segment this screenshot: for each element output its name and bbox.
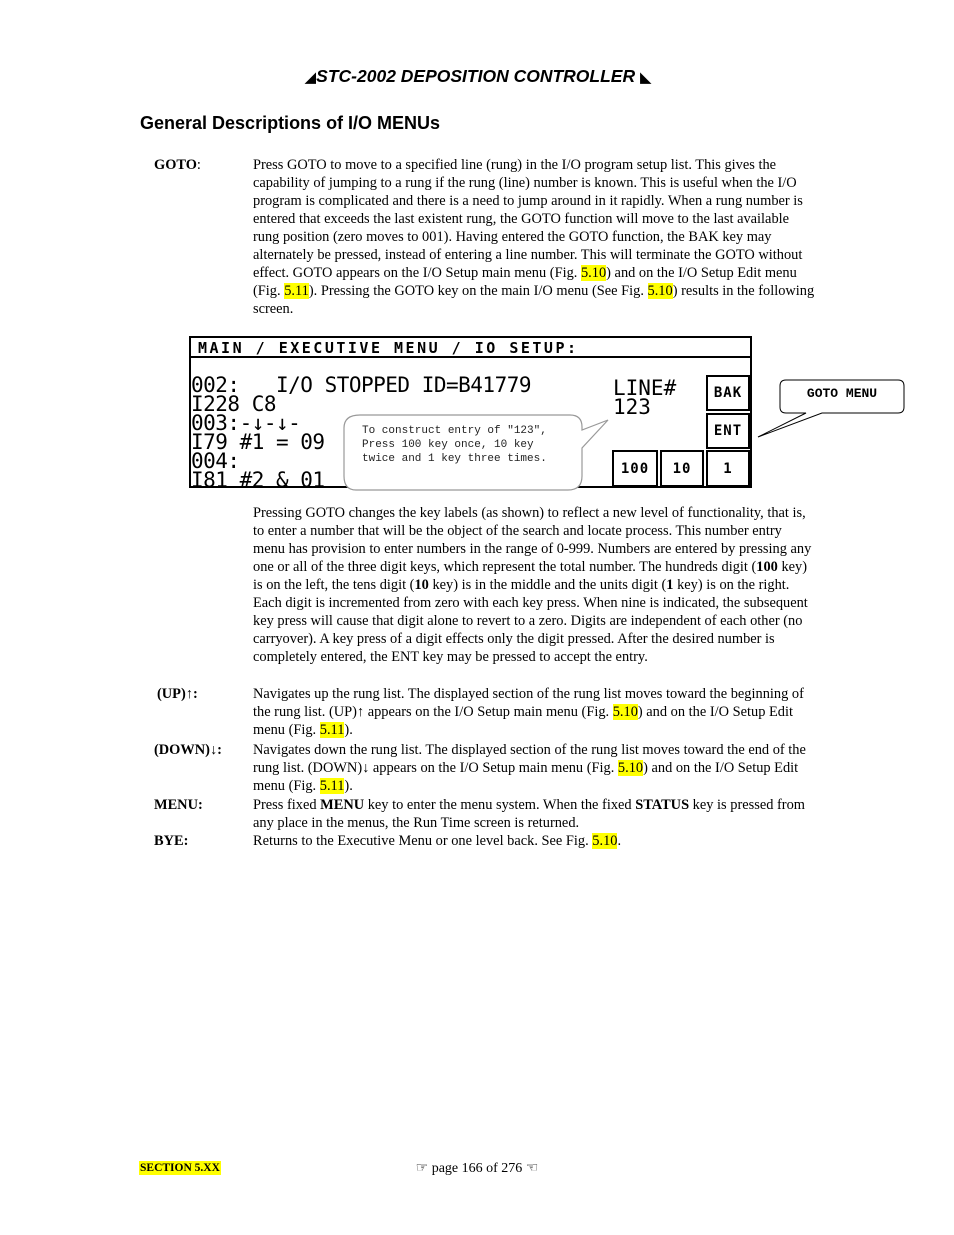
goto-menu-label: GOTO MENU <box>806 386 878 401</box>
section-heading: General Descriptions of I/O MENUs <box>140 113 441 133</box>
fig-ref-link[interactable]: 5.10 <box>592 833 618 849</box>
lcd-line-3: 003:-↓-↓- <box>191 411 301 435</box>
lcd-line-1: 002: I/O STOPPED ID=B41779 <box>191 373 532 397</box>
menu-term: MENU: <box>154 797 203 813</box>
lcd-title-bar: MAIN / EXECUTIVE MENU / IO SETUP: <box>191 338 750 358</box>
footer-page-number: ☞ page 166 of 276 ☜ <box>415 1161 539 1176</box>
up-term: (UP)↑: <box>157 686 198 702</box>
fig-ref-link[interactable]: 5.11 <box>319 722 345 738</box>
menu-description: Press fixed MENU key to enter the menu system. When the fixed STATUS key is pressed from any place in the menus, the Run Time screen is returned. <box>253 797 805 831</box>
header-title: STC-2002 DEPOSITION CONTROLLER <box>316 66 636 86</box>
down-description: Navigates down the rung list. The displayed section of the rung list moves toward the end of the rung list. (DOWN)↓ appears on the I/O Setup main menu (Fig. 5.10) and on the I/O Setup Edit menu (Fig. 5.11). <box>253 742 806 794</box>
bye-description: Returns to the Executive Menu or one level back. See Fig. 5.10. <box>253 833 622 849</box>
header-deco-left-icon: ◢ <box>304 69 317 86</box>
bak-key[interactable]: BAK <box>706 375 750 411</box>
key-100[interactable]: 100 <box>612 450 658 487</box>
header-deco-right-icon: ◣ <box>639 69 650 86</box>
fig-ref-link[interactable]: 5.10 <box>647 283 673 299</box>
fig-ref-link[interactable]: 5.11 <box>319 778 345 794</box>
footer-section-label: SECTION 5.XX <box>140 1162 220 1174</box>
lcd-line-value: 123 <box>613 395 651 419</box>
lcd-line-6: I81 #2 & 01 <box>191 468 325 488</box>
callout-instructions-text: To construct entry of "123", Press 100 key once, 10 key twice and 1 key three times. <box>362 425 547 465</box>
fig-ref-link[interactable]: 5.10 <box>617 760 644 776</box>
goto-term: GOTO: <box>154 157 201 173</box>
key-1[interactable]: 1 <box>706 450 750 487</box>
lcd-line-2: I228 C8 <box>191 392 277 416</box>
lcd-line-5: 004: <box>191 449 240 473</box>
fig-ref-link[interactable]: 5.11 <box>284 283 309 299</box>
pointing-right-hand-icon: ☞ <box>415 1161 429 1176</box>
goto-description: Press GOTO to move to a specified line (rung) in the I/O program setup list. This gives the capability of jumping to a rung if the rung (line) number is known. This is useful when the I/O program is complicated and there is a need to jump around in it rapidly. When a rung number is entered that exceeds the last existent rung, the GOTO function will move to the last available rung position (zero moves to 001). Having entered the GOTO function, the BAK key may alternately be pressed, instead of entering a line number. This will terminate the GOTO without effect. GOTO appears on the I/O Setup main menu (Fig. 5.10) and on the I/O Setup Edit menu (Fig. 5.11). Pressing the GOTO key on the main I/O menu (See Fig. 5.10) results in the following screen. <box>253 157 815 317</box>
lcd-line-4: I79 #1 = 09 <box>191 430 325 454</box>
down-term: (DOWN)↓: <box>154 742 222 758</box>
goto-entry-description: Pressing GOTO changes the key labels (as shown) to reflect a new level of functionality, that is, to enter a number that will be the object of the search and locate process. This number entry menu has provision to enter numbers in the range of 0-999. Numbers are entered by pressing any one or all of the three digit keys, which represent the total number. The hundreds digit (100 key) is on the left, the tens digit (10 key) is in the middle and the units digit (1 key) is on the right. Each digit is incremented from zero with each key press. When nine is indicated, the subsequent key press will cause that digit alone to revert to a zero. Digits are independent of each other (no carryover). A key press of a digit effects only the digit pressed. After the desired number is completely entered, the ENT key may be pressed to accept the entry. <box>253 505 812 665</box>
fig-ref-link[interactable]: 5.10 <box>580 265 607 281</box>
bye-term: BYE: <box>154 833 189 849</box>
up-description: Navigates up the rung list. The displayed section of the rung list moves toward the beginning of the rung list. (UP)↑ appears on the I/O Setup main menu (Fig. 5.10) and on the I/O Setup Edit menu (Fig. 5.11). <box>253 686 804 738</box>
lcd-line-label: LINE# <box>613 376 677 400</box>
pointing-left-hand-icon: ☜ <box>525 1161 539 1176</box>
fig-ref-link[interactable]: 5.10 <box>612 704 638 720</box>
ent-key[interactable]: ENT <box>706 413 750 449</box>
key-10[interactable]: 10 <box>660 450 704 487</box>
